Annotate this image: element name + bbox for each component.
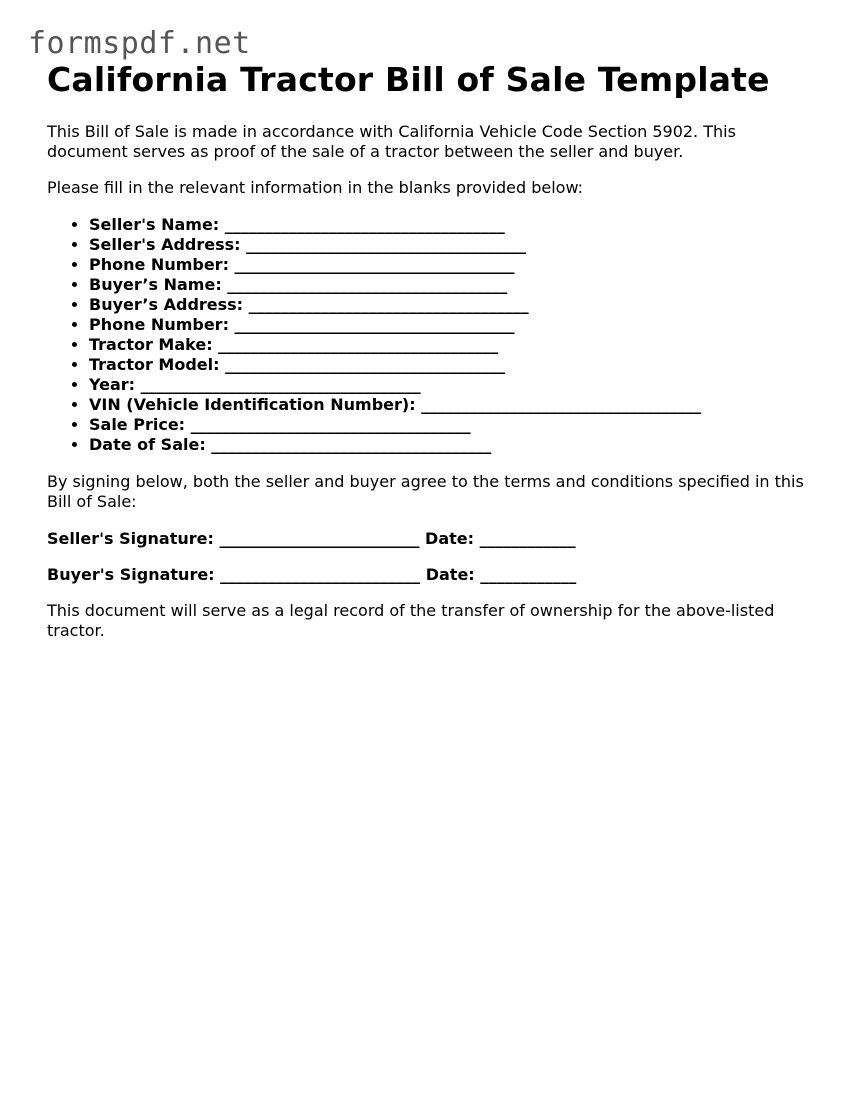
field-seller-phone[interactable]: • Phone Number: ___________________________________ [89, 255, 817, 275]
agreement-paragraph: By signing below, both the seller and buyer agree to the terms and conditions specified in this Bill of Sale: [47, 472, 804, 511]
field-tractor-make[interactable]: • Tractor Make: ___________________________________ [89, 335, 817, 355]
intro-paragraph: This Bill of Sale is made in accordance with California Vehicle Code Section 5902. This document serves as proof of the sale of a tractor between the seller and buyer. [47, 122, 736, 161]
field-buyers-address[interactable]: • Buyer’s Address: ___________________________________ [89, 295, 817, 315]
field-tractor-model[interactable]: • Tractor Model: ___________________________________ [89, 355, 817, 375]
field-date-of-sale[interactable]: • Date of Sale: ___________________________________ [89, 435, 817, 455]
watermark: formspdf.net [28, 26, 251, 61]
seller-signature-line[interactable]: Seller's Signature: _________________________ Date: ____________ [47, 529, 576, 548]
document-body [47, 58, 817, 641]
field-list [47, 215, 817, 455]
field-year[interactable]: • Year: ___________________________________ [89, 375, 817, 395]
field-sale-price[interactable]: • Sale Price: ___________________________________ [89, 415, 817, 435]
closing-paragraph: This document will serve as a legal record of the transfer of ownership for the above-listed tractor. [47, 601, 775, 640]
field-sellers-address[interactable]: • Seller's Address: ___________________________________ [89, 235, 817, 255]
field-sellers-name[interactable]: • Seller's Name: ___________________________________ [89, 215, 817, 235]
field-vin[interactable]: • VIN (Vehicle Identification Number): ___________________________________ [89, 395, 817, 415]
field-buyers-name[interactable]: • Buyer’s Name: ___________________________________ [89, 275, 817, 295]
field-buyer-phone[interactable]: • Phone Number: ___________________________________ [89, 315, 817, 335]
buyer-signature-line[interactable]: Buyer's Signature: _________________________ Date: ____________ [47, 565, 577, 584]
instructions-paragraph: Please fill in the relevant information in the blanks provided below: [47, 178, 584, 197]
document-title: California Tractor Bill of Sale Template [47, 60, 770, 99]
